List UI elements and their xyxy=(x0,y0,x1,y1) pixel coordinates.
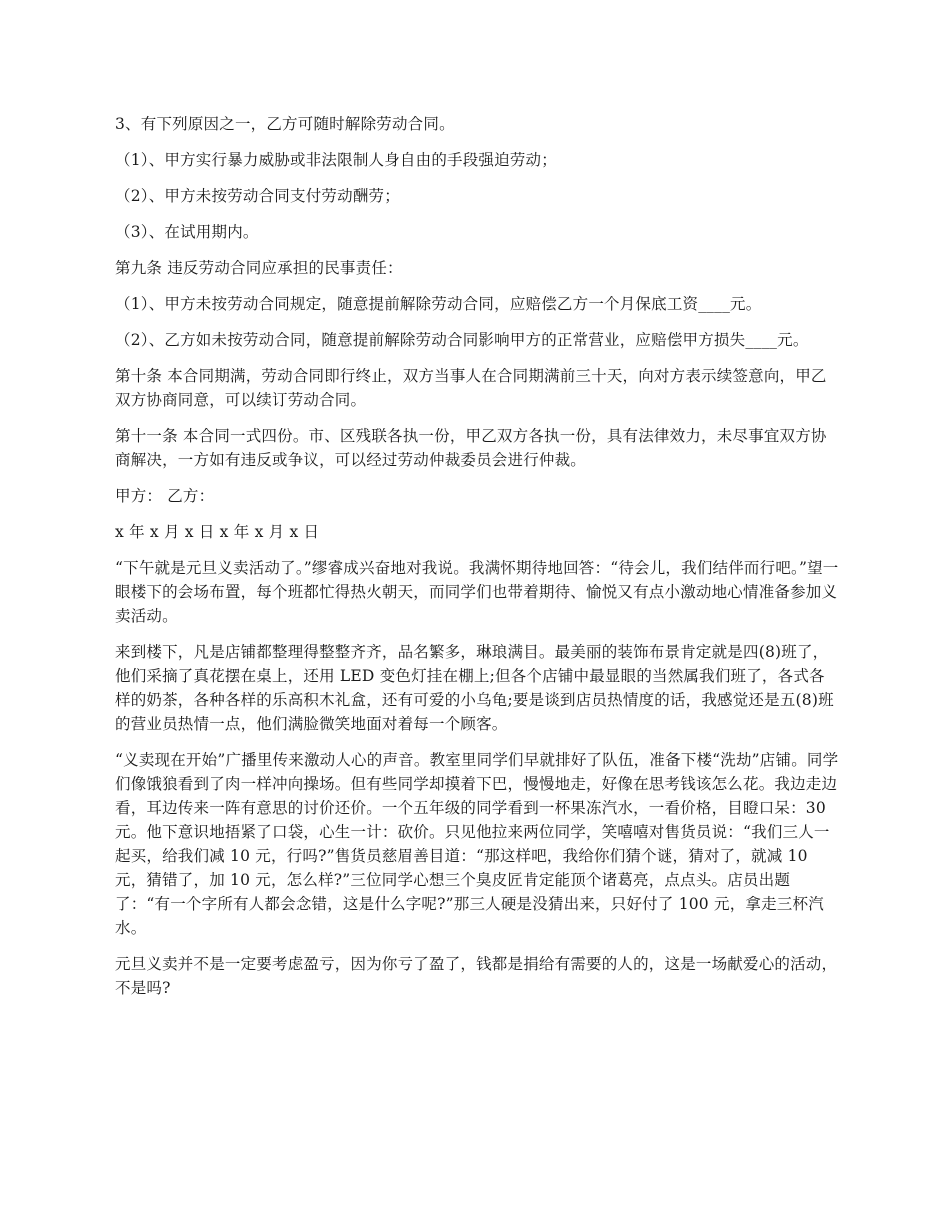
document-page xyxy=(115,112,840,1012)
paragraph-clause-3: 3、有下列原因之一，乙方可随时解除劳动合同。 xyxy=(115,115,455,133)
signature-dates: x 年 x 月 x 日 x 年 x 月 x 日 xyxy=(115,523,320,541)
paragraph-article-10: 第十条 本合同期满，劳动合同即行终止，双方当事人在合同期满前三十天，向对方表示续签意向，甲乙双方协商同意，可以续订劳动合同。 xyxy=(115,367,827,409)
paragraph-article-9: 第九条 违反劳动合同应承担的民事责任： xyxy=(115,259,403,277)
paragraph-liability-2: （2）、乙方如未按劳动合同，随意提前解除劳动合同影响甲方的正常营业，应赔偿甲方损失____元。 xyxy=(115,331,809,349)
paragraph-essay-1: “下午就是元旦义卖活动了。”缪睿成兴奋地对我说。我满怀期待地回答：“待会儿，我们结伴而行吧。”望一眼楼下的会场布置，每个班都忙得热火朝天，而同学们也带着期待、愉悦又有点小激动地心情准备参加义卖活动。 xyxy=(115,559,839,625)
paragraph-essay-4: 元旦义卖并不是一定要考虑盈亏，因为你亏了盈了，钱都是捐给有需要的人的，这是一场献爱心的活动，不是吗? xyxy=(115,955,838,997)
signature-parties: 甲方： 乙方： xyxy=(115,487,215,505)
paragraph-item-3: （3）、在试用期内。 xyxy=(115,223,259,241)
paragraph-essay-3: “义卖现在开始”广播里传来激动人心的声音。教室里同学们早就排好了队伍，准备下楼“洗劫”店铺。同学们像饿狼看到了肉一样冲向操场。但有些同学却摸着下巴，慢慢地走，好像在思考钱该怎么花。我边走边看，耳边传来一阵有意思的讨价还价。一个五年级的同学看到一杯果冻汽水，一看价格，目瞪口呆：30 元。他下意识地捂紧了口袋，心生一计：砍价。只见他拉来两位同学，笑嘻嘻对售货员说：“我们三人一起买，给我们减 10 元，行吗?”售货员慈眉善目道：“那这样吧，我给你们猜个谜，猜对了，就减 10 元，猜错了，加 10 元，怎么样?”三位同学心想三个臭皮匠肯定能顶个诸葛亮，点点头。店员出题了：“有一个字所有人都会念错，这是什么字呢?”那三人硬是没猜出来，只好付了 100 元，拿走三杯汽水。 xyxy=(115,751,839,937)
paragraph-item-1: （1）、甲方实行暴力威胁或非法限制人身自由的手段强迫劳动； xyxy=(115,151,557,169)
paragraph-liability-1: （1）、甲方未按劳动合同规定，随意提前解除劳动合同，应赔偿乙方一个月保底工资____元。 xyxy=(115,295,762,313)
paragraph-article-11: 第十一条 本合同一式四份。市、区残联各执一份，甲乙双方各执一份，具有法律效力，未尽事宜双方协商解决，一方如有违反或争议，可以经过劳动仲裁委员会进行仲裁。 xyxy=(115,427,827,469)
paragraph-item-2: （2）、甲方未按劳动合同支付劳动酬劳； xyxy=(115,187,400,205)
paragraph-essay-2: 来到楼下，凡是店铺都整理得整整齐齐，品名繁多，琳琅满目。最美丽的装饰布景肯定就是四(8)班了，他们采摘了真花摆在桌上，还用 LED 变色灯挂在棚上;但各个店铺中最显眼的当然属我们班了，各式各样的奶茶，各种各样的乐高积木礼盒，还有可爱的小乌龟;要是谈到店员热情度的话，我感觉还是五(8)班的营业员热情一点，他们满脸微笑地面对着每一个顾客。 xyxy=(115,643,834,733)
